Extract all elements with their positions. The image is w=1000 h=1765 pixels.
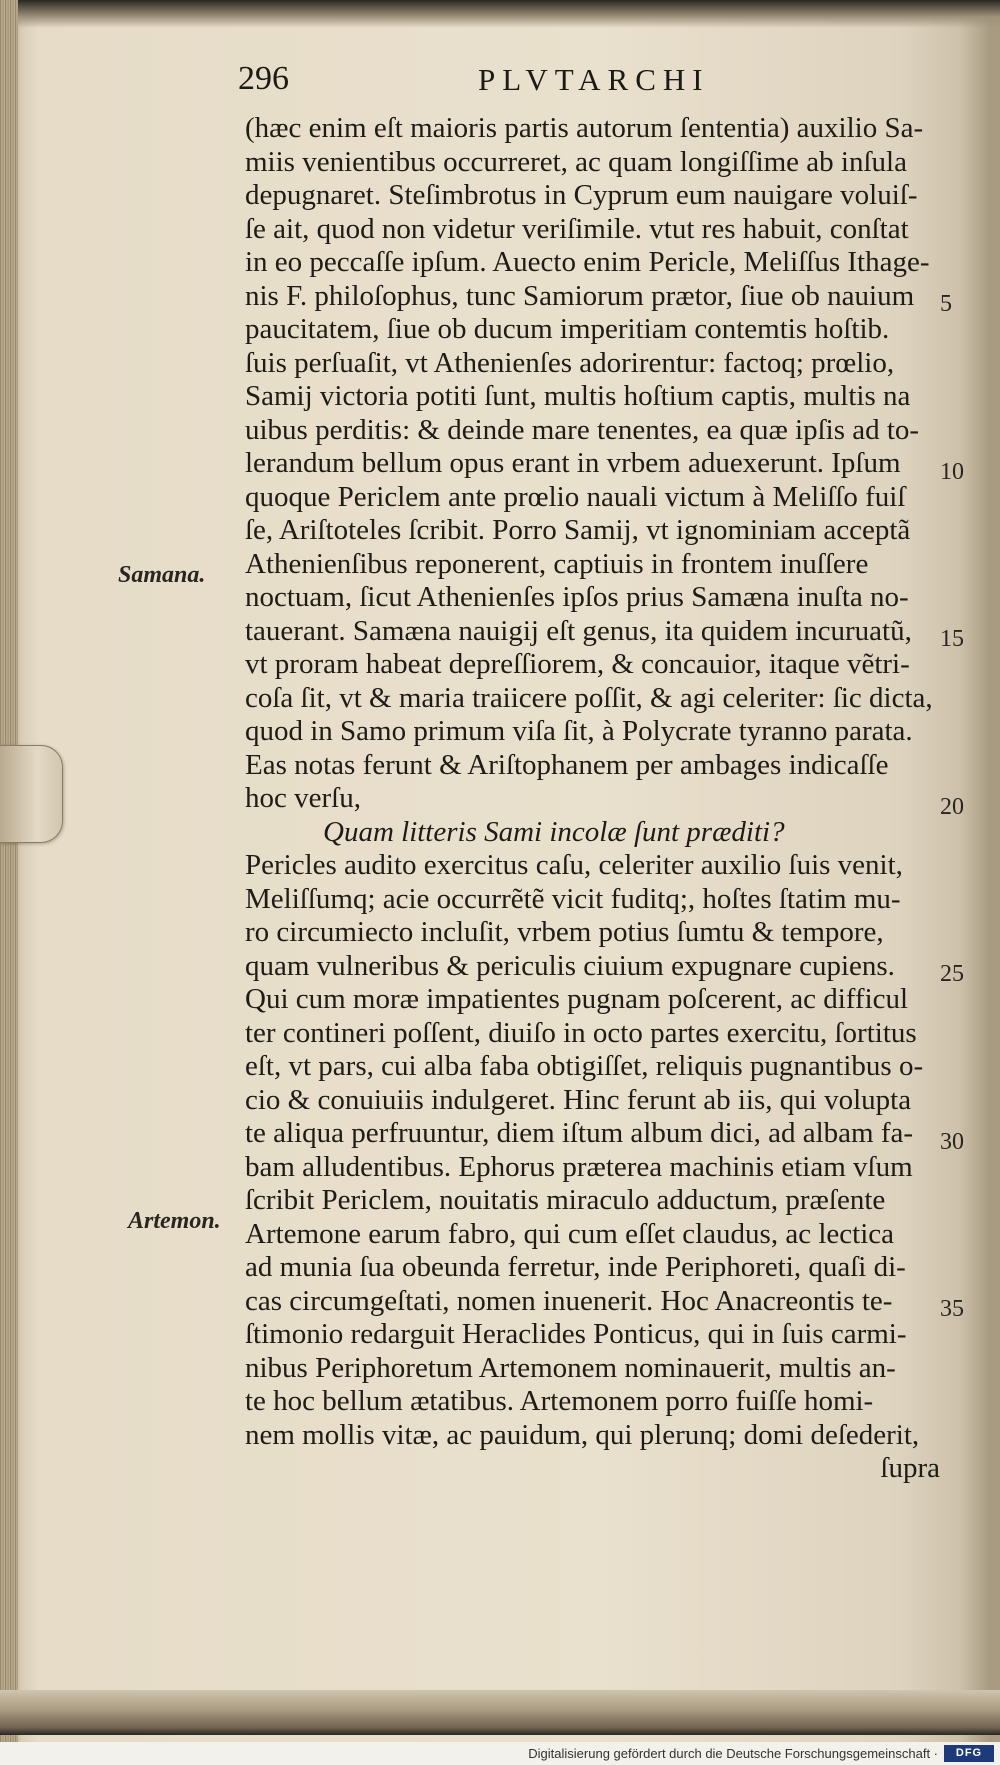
line-number: 10	[940, 459, 964, 485]
text-line: (hæc enim eſt maioris partis autorum ſententia) auxilio Sa-	[245, 112, 924, 144]
text-line: Samij victoria potiti ſunt, multis hoſtium captis, multis na	[245, 380, 911, 412]
text-line: ſtimonio redarguit Heraclides Ponticus, qui in ſuis carmi-	[245, 1318, 907, 1350]
text-line: bam alludentibus. Ephorus præterea machinis etiam vſum	[245, 1150, 913, 1183]
page-bottom-edge	[0, 1690, 1000, 1735]
text-line: te aliqua perfruuntur, diem iſtum album dici, ad albam fa-	[245, 1117, 914, 1149]
text-line: vt proram habeat depreſſiorem, & concauior, itaque vẽtri-	[245, 648, 910, 680]
dfg-logo: DFG	[944, 1745, 994, 1762]
margin-note-samana: Samana.	[118, 562, 206, 588]
text-line: paucitatem, ſiue ob ducum imperitiam contemtis hoſtib.	[245, 313, 890, 345]
digitization-footer	[0, 1742, 1000, 1765]
text-line: ſe, Ariſtoteles ſcribit. Porro Samij, vt ignominiam acceptã	[245, 514, 911, 546]
line-number: 15	[940, 626, 964, 652]
text-line: eſt, vt pars, cui alba faba obtigiſſet, reliquis pugnantibus o-	[245, 1050, 924, 1082]
text-line: ſe ait, quod non videtur veriſimile. vtut res habuit, conſtat	[245, 212, 909, 245]
line-number: 35	[940, 1296, 964, 1322]
text-line: tauerant. Samæna nauigij eſt genus, ita quidem incuruatũ,	[245, 614, 912, 647]
text-line: noctuam, ſicut Athenienſes ipſos prius Samæna inuſta no-	[245, 581, 909, 613]
text-line: Eas notas ferunt & Ariſtophanem per ambages indicaſſe	[245, 748, 889, 781]
page-header	[238, 60, 958, 106]
text-line: nis F. philoſophus, tunc Samiorum prætor, ſiue ob nauium	[245, 279, 915, 312]
text-line: Qui cum moræ impatientes pugnam poſcerent, ac difficul	[245, 983, 909, 1015]
text-line: ro circumiecto incluſit, vrbem potius ſumtu & tempore,	[245, 916, 884, 948]
text-line: ter contineri poſſent, diuiſo in octo partes exercitu, ſortitus	[245, 1016, 917, 1049]
text-line: quod in Samo primum viſa ſit, à Polycrate tyranno parata.	[245, 715, 913, 747]
page-number: 296	[238, 60, 289, 97]
text-line: hoc verſu,	[245, 782, 361, 814]
text-line: coſa ſit, vt & maria traiicere poſſit, & agi celeriter: ſic dicta,	[245, 681, 933, 714]
text-line: cas circumgeſtati, nomen inuenerit. Hoc Anacreontis te-	[245, 1284, 893, 1317]
text-line: uibus perditis: & deinde mare tenentes, ea quæ ipſis ad to-	[245, 413, 920, 446]
text-line: lerandum bellum opus erant in vrbem aduexerunt. Ipſum	[245, 447, 901, 479]
text-line: Meliſſumq; acie occurrẽtẽ vicit fuditq;, hoſtes ſtatim mu-	[245, 882, 901, 915]
text-line: quoque Periclem ante prœlio nauali victum à Meliſſo fuiſ	[245, 480, 906, 513]
text-line: depugnaret. Steſimbrotus in Cyprum eum nauigare voluiſ-	[245, 179, 918, 211]
footer-credit: Digitalisierung gefördert durch die Deutsche Forschungsgemeinschaft ·	[528, 1746, 938, 1761]
body-text	[245, 112, 945, 1486]
verse-quote: Quam litteris Sami incolæ ſunt præditi?	[323, 815, 785, 848]
line-number: 25	[940, 961, 964, 987]
page-edge	[0, 0, 18, 1765]
text-line: miis venientibus occurreret, ac quam longiſſime ab inſula	[245, 145, 907, 178]
text-line: ad munia ſua obeunda ferretur, inde Periphoreti, quaſi di-	[245, 1251, 906, 1283]
line-number: 30	[940, 1129, 964, 1155]
top-shadow	[0, 0, 1000, 28]
page-tab	[0, 745, 63, 843]
text-line: ſuis perſuaſit, vt Athenienſes adorirentur: factoq; prœlio,	[245, 346, 895, 379]
text-line: Athenienſibus reponerent, captiuis in frontem inuſſere	[245, 547, 869, 580]
text-line: in eo peccaſſe ipſum. Auecto enim Pericle, Meliſſus Ithage-	[245, 246, 930, 278]
margin-note-artemon: Artemon.	[128, 1208, 221, 1234]
line-number: 20	[940, 794, 964, 820]
text-line: Artemone earum fabro, qui cum eſſet claudus, ac lectica	[245, 1217, 894, 1250]
text-line: nem mollis vitæ, ac pauidum, qui plerunq; domi deſederit,	[245, 1418, 920, 1451]
text-line: te hoc bellum ætatibus. Artemonem porro fuiſſe homi-	[245, 1385, 874, 1417]
running-head: PLVTARCHI	[478, 62, 710, 97]
text-line: Pericles audito exercitus caſu, celeriter auxilio ſuis venit,	[245, 849, 903, 881]
text-line: nibus Periphoretum Artemonem nominauerit, multis an-	[245, 1351, 896, 1384]
text-line: cio & conuiuiis indulgeret. Hinc ferunt ab iis, qui volupta	[245, 1083, 912, 1116]
catchword: ſupra	[880, 1452, 940, 1484]
line-number: 5	[940, 291, 952, 317]
text-line: quam vulneribus & periculis ciuium expugnare cupiens.	[245, 949, 895, 982]
text-line: ſcribit Periclem, nouitatis miraculo adductum, præſente	[245, 1184, 886, 1216]
